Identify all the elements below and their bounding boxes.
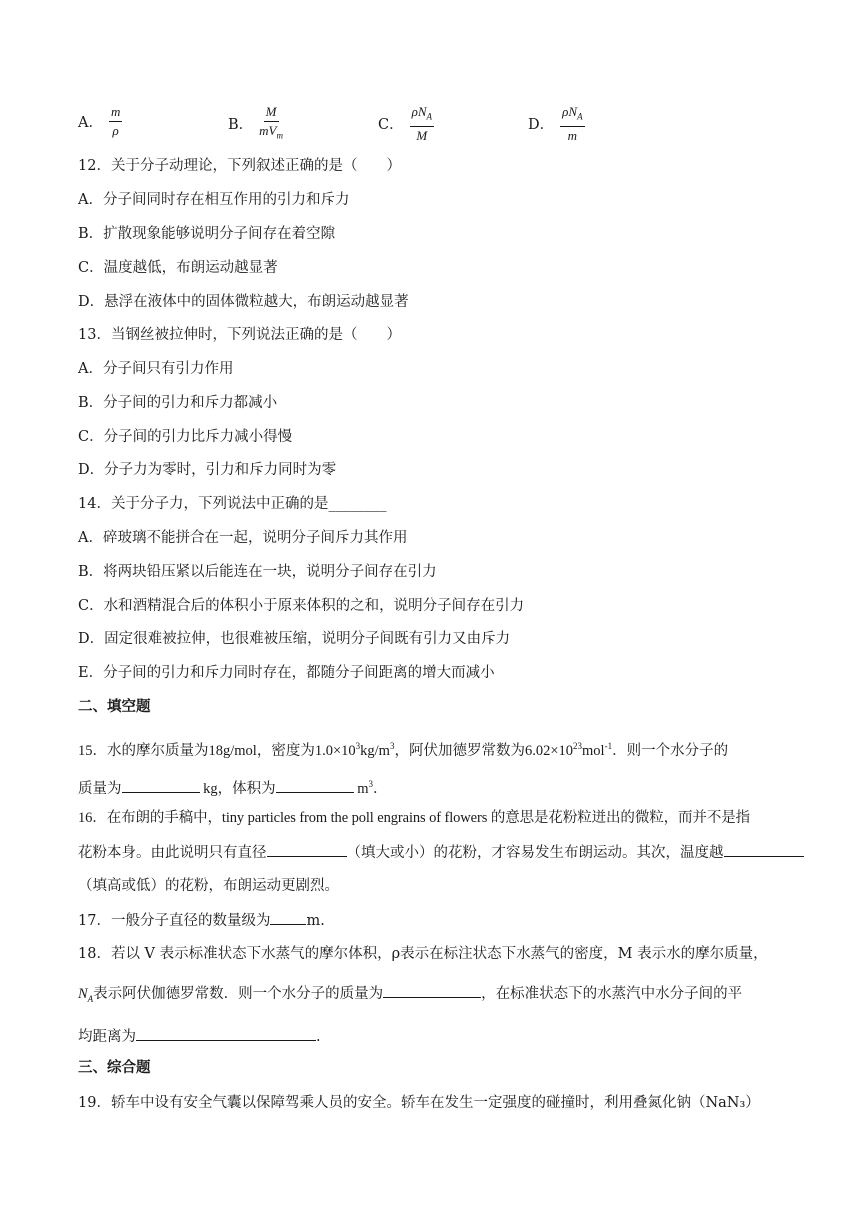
option-label: D． [528, 117, 555, 134]
q14-stem: 14．关于分子力，下列说法中正确的是________ [78, 496, 387, 512]
answer-blank[interactable] [724, 842, 804, 857]
answer-blank[interactable] [383, 983, 481, 998]
text: 15．水的摩尔质量为 [78, 742, 209, 759]
exponent: 3 [355, 741, 361, 751]
numerator: m [109, 104, 122, 122]
text: 均距离为 [78, 1029, 136, 1045]
answer-blank[interactable] [276, 778, 354, 793]
exponent: 3 [368, 779, 374, 789]
text: （填大或小）的花粉，才容易发生布朗运动。其次，温度越 [346, 845, 724, 861]
avogadro-symbol: N [78, 986, 88, 1002]
q12-option-b: B．扩散现象能够说明分子间存在着空隙 [78, 226, 336, 242]
text: 表示阿伏伽德罗常数．则一个水分子的质量为 [93, 986, 384, 1002]
q17 [78, 910, 325, 931]
text: m. [306, 913, 325, 929]
section-comprehensive-heading: 三、综合题 [78, 1059, 151, 1076]
q18-line-2 [78, 983, 742, 1009]
option-label: C． [378, 117, 404, 134]
text: ，在标准状态下的水蒸汽中水分子间的平 [481, 986, 743, 1002]
option-b [228, 104, 283, 144]
numerator [410, 104, 434, 127]
numerator-text: ρN [411, 104, 427, 119]
q12-option-d: D．悬浮在液体中的固体微粒越大，布朗运动越显著 [78, 294, 409, 310]
subscript: m [276, 130, 283, 141]
q14-option-b: B．将两块铅压紧以后能连在一块，说明分子间存在引力 [78, 564, 437, 580]
answer-blank[interactable] [136, 1026, 316, 1041]
exponent: 23 [573, 741, 583, 751]
text: 花粉本身。由此说明只有直径 [78, 845, 267, 861]
q15-line-1 [78, 736, 728, 761]
numerator: M [264, 104, 279, 122]
text: ，体积为 [217, 780, 276, 797]
q19-line-1: 19．轿车中设有安全气囊以保障驾乘人员的安全。轿车在发生一定强度的碰撞时，利用叠氮化钠（NaN₃） [78, 1095, 760, 1111]
q14-option-e: E．分子间的引力和斥力同时存在，都随分子间距离的增大而减小 [78, 665, 495, 681]
section-fill-in-heading: 二、填空题 [78, 698, 151, 715]
exponent: -1 [604, 741, 613, 751]
density-unit: kg/m [360, 742, 390, 759]
subscript: A [426, 111, 433, 122]
q18-line-3 [78, 1026, 321, 1047]
q14-option-d: D．固定很难被拉伸，也很难被压缩，说明分子间既有引力又由斥力 [78, 631, 511, 647]
q15-line-2 [78, 774, 388, 799]
q13-option-a: A．分子间只有引力作用 [78, 361, 234, 377]
q16-line-1: 16．在布朗的手稿中，tiny particles from the poll engrains of flowers 的意思是花粉粒迸出的微粒，而并不是指 [78, 810, 751, 826]
q13-option-c: C．分子间的引力比斥力减小得慢 [78, 429, 293, 445]
q13-option-d: D．分子力为零时，引力和斥力同时为零 [78, 462, 337, 478]
q12-stem: 12．关于分子动理论，下列叙述正确的是（ ） [78, 158, 401, 174]
unit: m [357, 780, 369, 797]
avogadro-value: 6.02×10 [524, 742, 574, 759]
q13-option-b: B．分子间的引力和斥力都减小 [78, 395, 278, 411]
answer-blank[interactable] [267, 842, 347, 857]
text: ．则一个水分子的 [612, 742, 729, 759]
exponent: 3 [389, 741, 395, 751]
answer-blank[interactable] [122, 778, 200, 793]
option-a [78, 104, 122, 139]
q11-options [78, 104, 718, 148]
denominator-text: mV [259, 123, 277, 138]
text: 质量为 [78, 780, 122, 797]
denominator [259, 122, 283, 144]
answer-blank[interactable] [270, 910, 306, 925]
q12-option-c: C．温度越低，布朗运动越显著 [78, 260, 278, 276]
option-label: B． [228, 117, 254, 134]
q16-line-3: （填高或低）的花粉，布朗运动更剧烈。 [78, 878, 339, 894]
subscript: A [87, 993, 94, 1004]
text: ． [373, 780, 388, 797]
q13-stem: 13．当钢丝被拉伸时，下列说法正确的是（ ） [78, 327, 401, 343]
text: 17．一般分子直径的数量级为 [78, 913, 271, 929]
fraction-d [560, 104, 584, 144]
subscript: A [577, 111, 583, 122]
text: . [316, 1029, 321, 1045]
density-value: 1.0×10 [314, 742, 356, 759]
option-d [528, 104, 585, 144]
numerator-text: ρN [562, 104, 578, 119]
denominator: M [416, 127, 428, 143]
avogadro-unit: mol [582, 742, 605, 759]
text: ，阿伏加德罗常数为 [394, 742, 525, 759]
q14-option-a: A．碎玻璃不能拼合在一起，说明分子间斥力其作用 [78, 530, 408, 546]
q14-option-c: C．水和酒精混合后的体积小于原来体积的之和，说明分子间存在引力 [78, 598, 525, 614]
molar-mass-value: 18g/mol [208, 742, 257, 759]
fraction-a [109, 104, 122, 139]
q16-line-2 [78, 842, 804, 863]
q18-line-1: 18．若以 V 表示标准状态下水蒸气的摩尔体积，ρ表示在标注状态下水蒸气的密度，M 表示水的摩尔质量， [78, 946, 768, 962]
fraction-c [410, 104, 434, 144]
denominator: ρ [112, 123, 119, 138]
q12-option-a: A．分子间同时存在相互作用的引力和斥力 [78, 192, 350, 208]
denominator: m [567, 127, 578, 143]
fraction-b [259, 104, 283, 144]
unit: kg [203, 780, 218, 797]
numerator [560, 104, 584, 127]
option-c [378, 104, 434, 144]
text: ，密度为 [256, 742, 315, 759]
option-label: A． [78, 115, 103, 131]
